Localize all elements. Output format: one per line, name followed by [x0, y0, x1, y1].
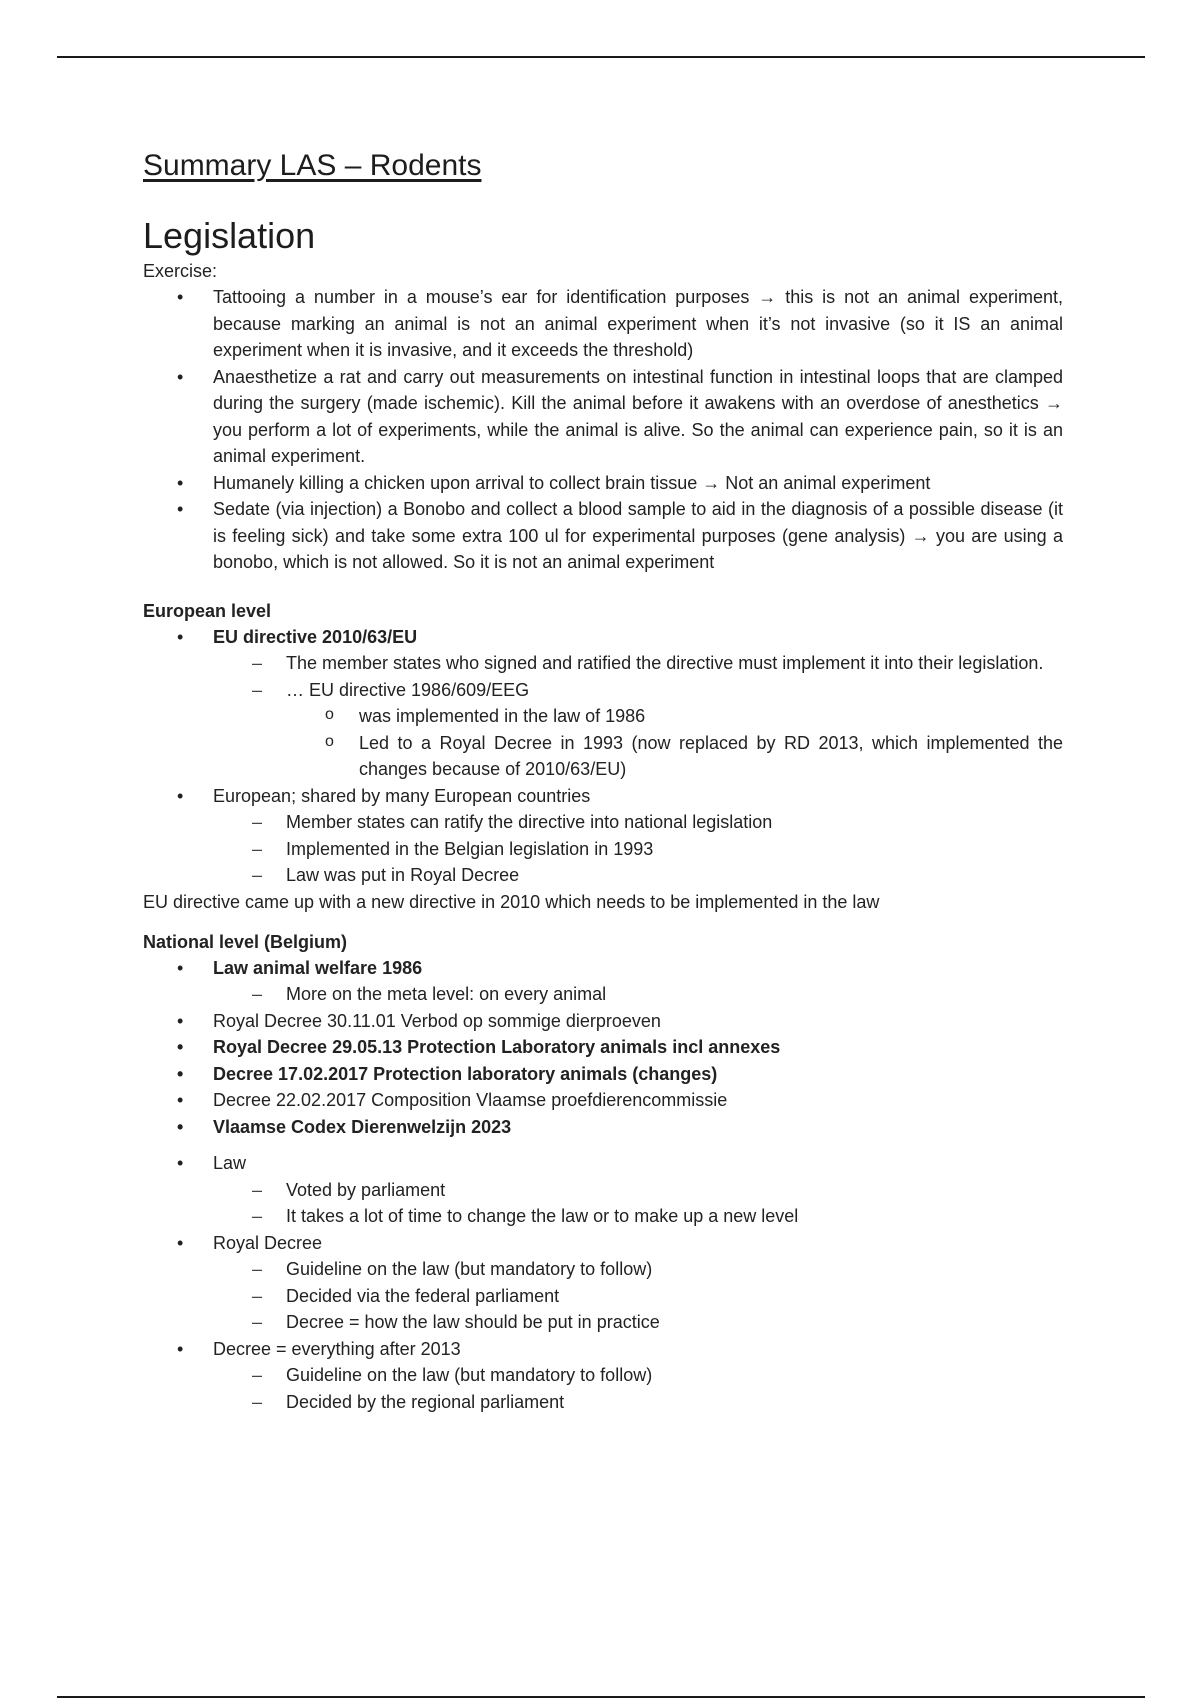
law-welfare-sublist — [213, 981, 1063, 1008]
shared-sublist — [213, 809, 1063, 889]
shared-label: European; shared by many European countries — [213, 785, 591, 806]
section-heading: Legislation — [143, 215, 316, 256]
list-item: – Decided by the regional parliament — [286, 1389, 1063, 1416]
list-item — [213, 783, 1063, 889]
list-item — [213, 1230, 1063, 1336]
list-item: – Guideline on the law (but mandatory to follow) — [286, 1256, 1063, 1283]
law-label: Law — [213, 1153, 247, 1173]
exercise-label: Exercise: — [143, 261, 218, 281]
european-list — [143, 624, 1063, 889]
list-item: • Vlaamse Codex Dierenwelzijn 2023 — [213, 1114, 1063, 1141]
national-list — [143, 955, 1063, 1141]
european-level-heading: European level — [143, 600, 272, 621]
list-item: • Royal Decree 29.05.13 Protection Laboratory animals incl annexes — [213, 1034, 1063, 1061]
list-item — [286, 677, 1063, 783]
directive-label: EU directive 2010/63/EU — [213, 626, 418, 647]
header-rule — [57, 56, 1145, 58]
exercise-item: • Tattooing a number in a mouse’s ear for identification purposes → this is not an animal experiment, because marking an animal is not an animal experiment when it’s not invasive (so it IS an animal experiment when it is invasive, and it exceeds the threshold) — [213, 284, 1063, 364]
list-item: – More on the meta level: on every animal — [286, 981, 1063, 1008]
list-item: o was implemented in the law of 1986 — [359, 703, 1063, 730]
list-item: – Implemented in the Belgian legislation in 1993 — [286, 836, 1063, 863]
european-note: EU directive came up with a new directive in 2010 which needs to be implemented in the law — [143, 891, 880, 912]
law-sublist — [213, 1177, 1063, 1230]
royal-decree-label: Royal Decree — [213, 1232, 323, 1253]
decree-sublist — [213, 1362, 1063, 1415]
list-item: • Decree 22.02.2017 Composition Vlaamse proefdierencommissie — [213, 1087, 1063, 1114]
list-item: – Decided via the federal parliament — [286, 1283, 1063, 1310]
decree-label: Decree = everything after 2013 — [213, 1338, 461, 1359]
list-item: – The member states who signed and ratified the directive must implement it into their legislation. — [286, 650, 1063, 677]
list-item — [213, 1150, 1063, 1230]
exercise-item: • Anaesthetize a rat and carry out measurements on intestinal function in intestinal loops that are clamped during the surgery (made ischemic). Kill the animal before it awakens with an overdose of anesthetics → you perform a lot of experiments, while the animal is alive. So the animal can experience pain, so it is an animal experiment. — [213, 364, 1063, 470]
list-item: – Voted by parliament — [286, 1177, 1063, 1204]
exercise-item: • Humanely killing a chicken upon arrival to collect brain tissue → Not an animal experiment — [213, 470, 1063, 497]
royal-decree-sublist — [213, 1256, 1063, 1336]
document-page — [143, 146, 1063, 1415]
exercise-list — [143, 284, 1063, 576]
list-item: • Royal Decree 30.11.01 Verbod op sommige dierproeven — [213, 1008, 1063, 1035]
list-item: – Member states can ratify the directive into national legislation — [286, 809, 1063, 836]
list-item: – Guideline on the law (but mandatory to follow) — [286, 1362, 1063, 1389]
exercise-item: • Sedate (via injection) a Bonobo and collect a blood sample to aid in the diagnosis of a possible disease (it is feeling sick) and take some extra 100 ul for experimental purposes (gene analysis) → you are using a bonobo, which is not allowed. So it is not an animal experiment — [213, 496, 1063, 576]
list-item: – Decree = how the law should be put in practice — [286, 1309, 1063, 1336]
national-level-heading: National level (Belgium) — [143, 931, 348, 952]
list-item — [213, 955, 1063, 1008]
directive-sublist — [213, 650, 1063, 783]
legal-instruments-list — [143, 1150, 1063, 1415]
footer-rule — [57, 1696, 1145, 1698]
law-welfare-label: Law animal welfare 1986 — [213, 957, 423, 978]
list-item: • Decree 17.02.2017 Protection laboratory animals (changes) — [213, 1061, 1063, 1088]
list-item: – Law was put in Royal Decree — [286, 862, 1063, 889]
list-item: – It takes a lot of time to change the law or to make up a new level — [286, 1203, 1063, 1230]
old-directive-label: … EU directive 1986/609/EEG — [286, 679, 530, 700]
list-item — [213, 1336, 1063, 1416]
list-item: o Led to a Royal Decree in 1993 (now replaced by RD 2013, which implemented the changes because of 2010/63/EU) — [359, 730, 1063, 783]
list-item — [213, 624, 1063, 783]
old-directive-sublist — [286, 703, 1063, 783]
document-title: Summary LAS – Rodents — [143, 149, 482, 182]
